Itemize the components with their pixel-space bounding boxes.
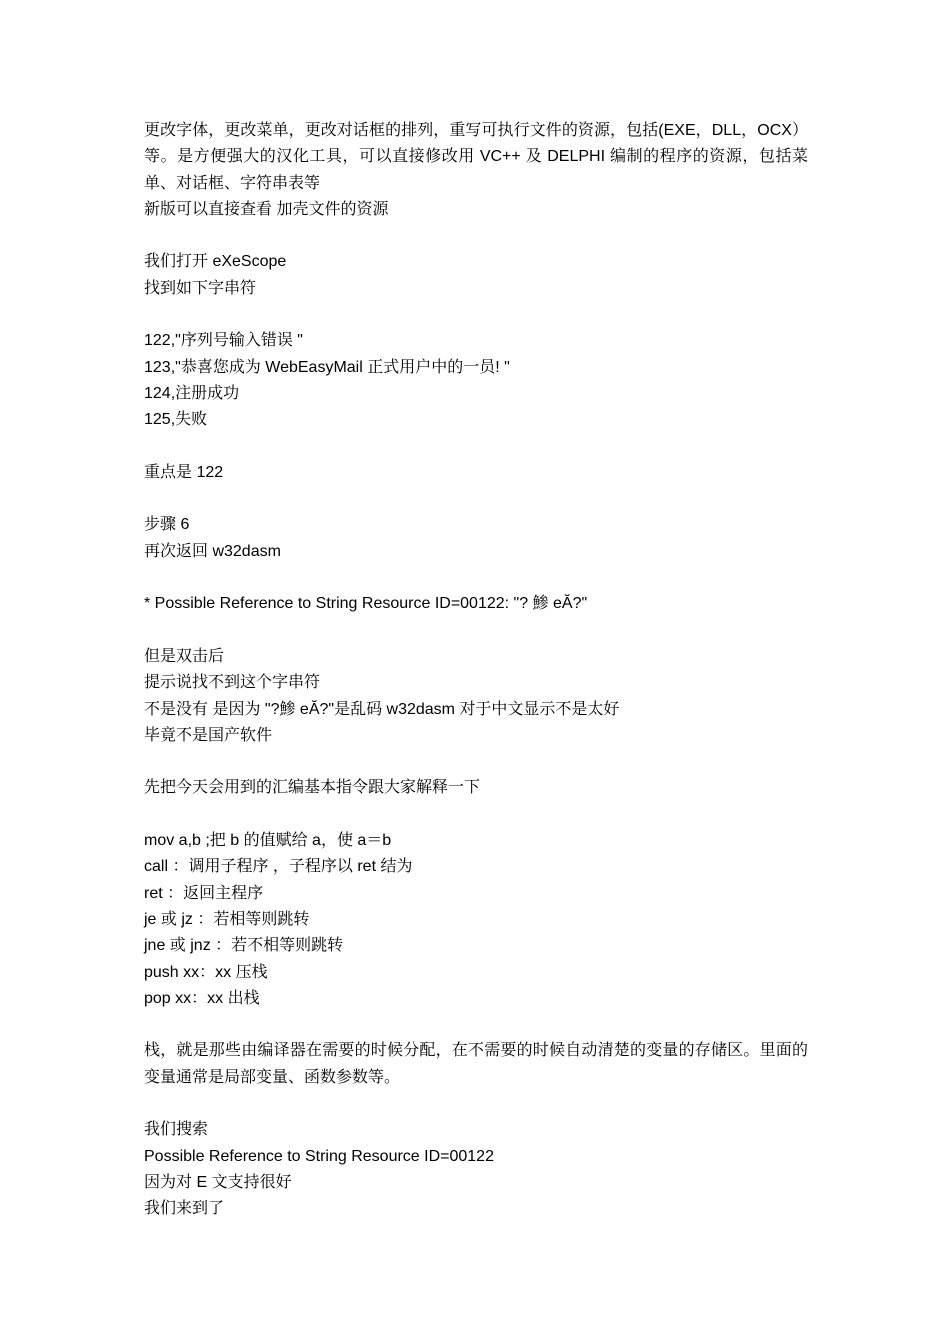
text-line: 但是双击后 — [144, 647, 225, 665]
text-line: 再次返回 w32dasm — [144, 542, 281, 560]
blank-line — [144, 302, 808, 328]
asm-instruction-jne: jne 或 jnz ：若不相等则跳转 — [144, 937, 344, 955]
asm-instruction-mov: mov a,b ;把 b 的值赋给 a，使 a＝b — [144, 832, 392, 850]
document-body — [144, 118, 808, 1222]
string-entry-122: 122,"序列号输入错误 " — [144, 332, 303, 350]
asm-instruction-ret: ret ：返回主程序 — [144, 884, 264, 902]
text-line: 我们搜索 — [144, 1121, 209, 1139]
blank-line — [144, 802, 808, 828]
text-line: 不是没有 是因为 "?鯵 eĂ?"是乱码 w32dasm 对于中文显示不是太好 — [144, 700, 620, 718]
string-entry-123: 123,"恭喜您成为 WebEasyMail 正式用户中的一员! " — [144, 358, 510, 376]
stack-paragraph: 栈，就是那些由编译器在需要的时候分配，在不需要的时候自动清楚的变量的存储区。里面的变量通常是局部变量、函数参数等。 — [144, 1042, 808, 1086]
text-line: 重点是 122 — [144, 463, 224, 481]
blank-line — [144, 565, 808, 591]
search-string-line: Possible Reference to String Resource ID=00122 — [144, 1147, 494, 1165]
asm-instruction-push: push xx：xx 压栈 — [144, 963, 268, 981]
blank-line — [144, 749, 808, 775]
text-line: 先把今天会用到的汇编基本指令跟大家解释一下 — [144, 779, 481, 797]
text-line: 毕竟不是国产软件 — [144, 726, 273, 744]
text-line: 新版可以直接查看 加壳文件的资源 — [144, 200, 389, 218]
blank-line — [144, 1012, 808, 1038]
text-line: 因为对 E 文支持很好 — [144, 1173, 292, 1191]
asm-instruction-pop: pop xx：xx 出栈 — [144, 989, 260, 1007]
intro-paragraph: 更改字体，更改菜单，更改对话框的排列，重写可执行文件的资源，包括(EXE，DLL，OCX）等。是方便强大的汉化工具，可以直接修改用 VC++ 及 DELPHI 编制的程序的资源，包括菜单、对话框、字符串表等 — [144, 122, 808, 192]
blank-line — [144, 618, 808, 644]
asm-instruction-call: call ：调用子程序 ，子程序以 ret 结为 — [144, 858, 413, 876]
text-line: 提示说找不到这个字串符 — [144, 674, 321, 692]
blank-line — [144, 1091, 808, 1117]
text-line: 我们打开 eXeScope — [144, 253, 287, 271]
string-entry-124: 124,注册成功 — [144, 384, 240, 402]
text-line: 我们来到了 — [144, 1200, 225, 1218]
step-heading: 步骤 6 — [144, 516, 190, 534]
blank-line — [144, 486, 808, 512]
asm-instruction-je: je 或 jz ：若相等则跳转 — [144, 910, 310, 928]
string-reference-line: * Possible Reference to String Resource ID=00122: "? 鯵 eĂ?" — [144, 595, 588, 613]
text-line: 找到如下字串符 — [144, 279, 257, 297]
blank-line — [144, 223, 808, 249]
blank-line — [144, 434, 808, 460]
string-entry-125: 125,失败 — [144, 411, 208, 429]
